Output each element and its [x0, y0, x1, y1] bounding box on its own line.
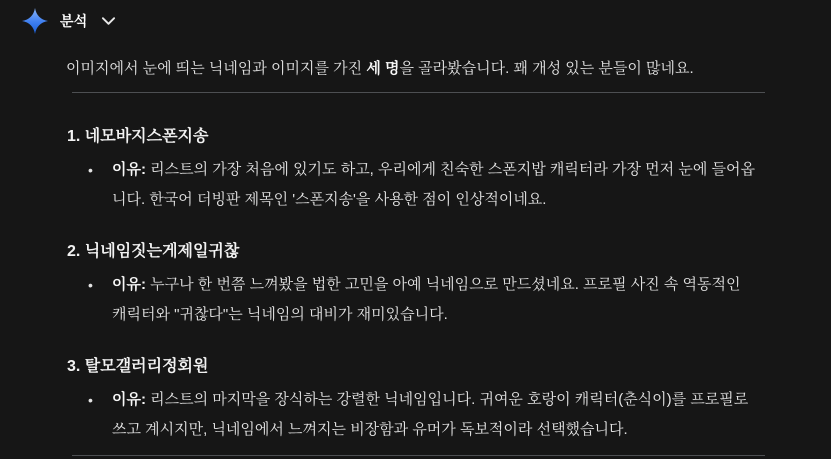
section-heading-1: 1. 네모바지스폰지송: [67, 128, 209, 145]
chevron-down-icon: [101, 16, 116, 26]
divider-bottom: [72, 455, 765, 456]
reason-line2-1: 니다. 한국어 더빙판 제목인 '스폰지송'을 사용한 점이 인상적이네요.: [112, 191, 547, 208]
reason-text-1: [112, 155, 766, 215]
divider-top: [72, 92, 765, 93]
reason-bullet-1: [88, 155, 766, 215]
gemini-sparkle-icon: [22, 8, 48, 34]
reason-bullet-3: [88, 385, 766, 445]
intro-text-bold: 세 명: [366, 60, 400, 77]
analysis-label: 분석: [60, 13, 88, 29]
section-heading-2: 2. 닉네임짓는게제일귀찮: [67, 243, 240, 260]
reason-line1-3: 리스트의 마지막을 장식하는 강렬한 닉네임입니다. 귀여운 호랑이 캐릭터(춘식이)를 프로필로: [145, 391, 749, 408]
intro-text-post: 을 골라봤습니다. 꽤 개성 있는 분들이 많네요.: [399, 60, 694, 77]
intro-paragraph: [66, 57, 766, 81]
reason-line2-2: 캐릭터와 "귀찮다"는 닉네임의 대비가 재미있습니다.: [112, 306, 448, 323]
section-heading-3: 3. 탈모갤러리정회원: [67, 358, 209, 375]
reason-label-3: 이유:: [112, 391, 146, 408]
reason-line1-1: 리스트의 가장 처음에 있기도 하고, 우리에게 친숙한 스폰지밥 캐릭터라 가장 먼저 눈에 들어옵: [145, 161, 755, 178]
bullet-icon: •: [88, 392, 93, 408]
bullet-icon: •: [88, 277, 93, 293]
reason-text-2: [112, 270, 766, 330]
analysis-toggle[interactable]: [22, 8, 116, 34]
reason-line1-2: 누구나 한 번쯤 느껴봤을 법한 고민을 아예 닉네임으로 만드셨네요. 프로필 사진 속 역동적인: [145, 276, 741, 293]
reason-text-3: [112, 385, 766, 445]
bullet-icon: •: [88, 162, 93, 178]
reason-line2-3: 쓰고 계시지만, 닉네임에서 느껴지는 비장함과 유머가 독보적이라 선택했습니다.: [112, 421, 628, 438]
reason-bullet-2: [88, 270, 766, 330]
reason-label-2: 이유:: [112, 276, 146, 293]
intro-text-pre: 이미지에서 눈에 띄는 닉네임과 이미지를 가진: [66, 60, 367, 77]
reason-label-1: 이유:: [112, 161, 146, 178]
